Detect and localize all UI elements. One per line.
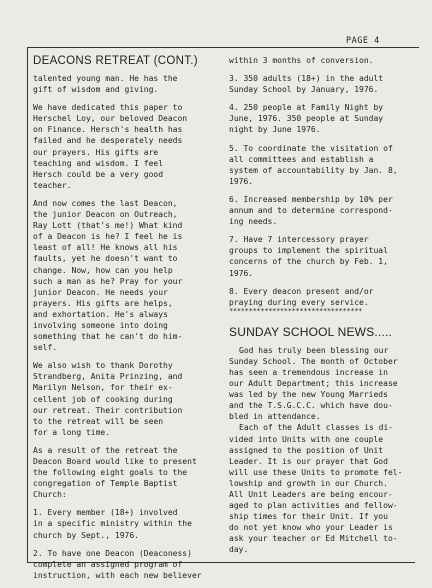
paragraph: As a result of the retreat the Deacon Board would like to present the following eight goals to the congregation of Temple Baptist Church:	[33, 445, 197, 500]
goal-item: 4. 250 people at Family Night by June, 1976. 350 people at Sunday night by June 1976.	[229, 103, 384, 135]
sunday-school-news-heading: SUNDAY SCHOOL NEWS.....	[229, 324, 393, 339]
paragraph: Each of the Adult classes is di- vided into Units with one couple assigned to the position of Unit Leader. It is our prayer that God will use these Units to promote fel- lowship and growth in our Church. All Unit Leaders are being encour- aged to plan activities and fellow- ship times for their Unit. If you do not yet know who your Leader is ask your teacher or Ed Mitchell to- day.	[229, 423, 403, 555]
paragraph: We also wish to thank Dorothy Strandberg, Anita Prinzing, and Marilyn Nelson, for their ex- cellent job of cooking during our retreat. Their contribution to the retreat will be seen for a long time.	[33, 361, 183, 437]
star-divider: **********************************	[229, 306, 363, 315]
paragraph: talented young man. He has the gift of wisdom and giving.	[33, 74, 178, 95]
goal-item: 5. To coordinate the visitation of all committees and establish a system of accountability by Jan. 8, 1976.	[229, 143, 398, 186]
goal-item: 1. Every member (18+) involved in a specific ministry within the church by Sept., 1976.	[33, 508, 192, 540]
goal-item: 6. Increased membership by 10% per annum and to determine correspond- ing needs.	[229, 194, 393, 227]
left-column	[33, 54, 221, 588]
goal-item: 2. To have one Deacon (Deaconess) complete an assigned program of instruction, with each new believer	[33, 548, 202, 580]
right-column	[229, 55, 415, 563]
paragraph: within 3 months of conversion.	[229, 56, 374, 65]
goal-item: 3. 350 adults (18+) in the adult Sunday School by January, 1976.	[229, 74, 384, 95]
paragraph: And now comes the last Deacon, the junior Deacon on Outreach, Ray Lott (that's me!) What kind of a Deacon is he? I feel he is least of all! He knows all his faults, yet he doesn't want to change. Now, how can you help such a man as he? Pray for your junior Deacon. He needs your prayers. His gifts are helps, and exhortation. He's always involving someone into doing something that he can't do him- self.	[33, 198, 183, 353]
paragraph: We have dedicated this paper to Herschel Loy, our beloved Deacon on Finance. Hersch's health has failed and he desperately needs our prayers. His gifts are teaching and wisdom. I feel Hersch could be a very good teacher.	[33, 103, 188, 190]
deacons-retreat-heading: DEACONS RETREAT (CONT.)	[33, 55, 198, 67]
goal-item: 8. Every deacon present and/or praying during every service.	[229, 286, 374, 307]
page-number: PAGE 4	[346, 36, 380, 46]
paragraph: God has truly been blessing our Sunday School. The month of October has seen a tremendous increase in our Adult Department; this increase was led by the new Young Marrieds and the T.S.G.C.C. which have dou- bled in attendance.	[229, 345, 398, 422]
goal-item: 7. Have 7 intercessory prayer groups to implement the spiritual concerns of the church by Feb. 1, 1976.	[229, 235, 388, 278]
